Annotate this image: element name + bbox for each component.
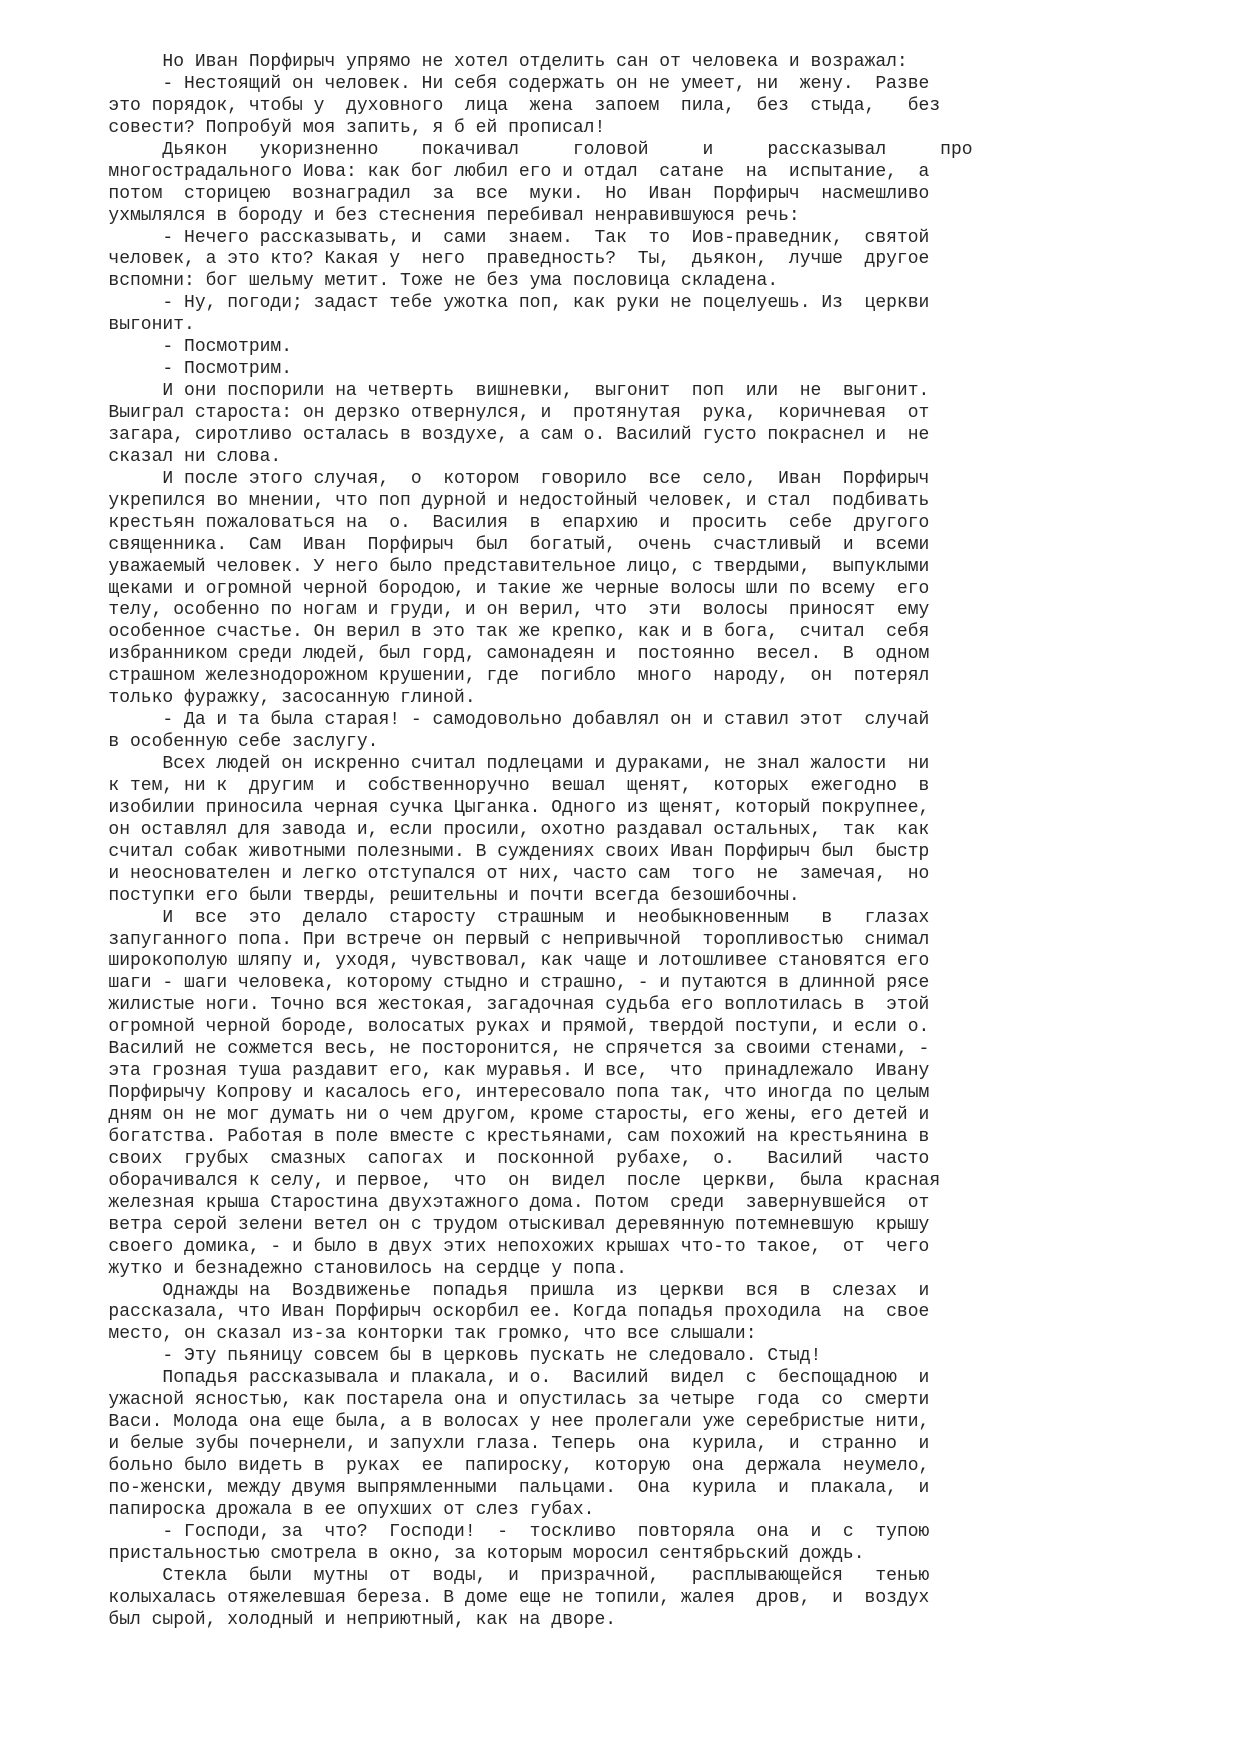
text-line: колыхалась отяжелевшая береза. В доме еще не топили, жалея дров, и воздух [76, 1587, 930, 1608]
text-line: это порядок, чтобы у духовного лица жена запоем пила, без стыда, без [76, 95, 941, 116]
text-line: сказал ни слова. [76, 446, 282, 467]
text-line: дням он не мог думать ни о чем другом, кроме старосты, его жены, его детей и [76, 1105, 930, 1125]
text-line: ветра серой зелени ветел он с трудом отыскивал деревянную потемневшую крышу [76, 1214, 930, 1235]
text-line: Стекла были мутны от воды, и призрачной, расплывающейся тенью [76, 1565, 930, 1586]
text-line: своих грубых смазных сапогах и посконной рубахе, о. Василий часто [76, 1148, 930, 1169]
text-line: особенное счастье. Он верил в это так же крепко, как и в бога, считал себя [76, 622, 930, 643]
story-text [76, 52, 973, 1632]
text-line: Порфирычу Копрову и касалось его, интересовало попа так, что иногда по целым [76, 1083, 930, 1104]
text-line: крестьян пожаловаться на о. Василия в епархию и просить себе другого [76, 512, 930, 533]
text-line: - Ну, погоди; задаст тебе ужотка поп, как руки не поцелуешь. Из церкви [76, 293, 930, 314]
text-line: - Посмотрим. [76, 337, 293, 358]
text-line: по-женски, между двумя выпрямленными пальцами. Она курила и плакала, и [76, 1477, 930, 1498]
text-line: Дьякон укоризненно покачивал головой и рассказывал про [76, 139, 973, 160]
text-line: вспомни: бог шельму метит. Тоже не без ума пословица складена. [76, 271, 779, 292]
text-line: - Посмотрим. [76, 359, 293, 380]
text-line: потом сторицею вознаградил за все муки. Но Иван Порфирыч насмешливо [76, 183, 930, 204]
text-line: больно было видеть в руках ее папироску, которую она держала неумело, [76, 1456, 930, 1476]
text-line: Однажды на Воздвиженье попадья пришла из церкви вся в слезах и [76, 1280, 930, 1301]
text-line: ужасной ясностью, как постарела она и опустилась за четыре года со смерти [76, 1390, 930, 1411]
text-line: страшном железнодорожном крушении, где погибло много народу, он потерял [76, 666, 930, 687]
text-line: И они поспорили на четверть вишневки, выгонит поп или не выгонит. [76, 381, 930, 402]
text-line: - Господи, за что? Господи! - тоскливо повторяла она и с тупою [76, 1521, 930, 1542]
text-line: он оставлял для завода и, если просили, охотно раздавал остальных, так как [76, 819, 930, 840]
text-line: считал собак животными полезными. В суждениях своих Иван Порфирыч был быстр [76, 841, 930, 862]
text-line: богатства. Работая в поле вместе с крестьянами, сам похожий на крестьянина в [76, 1126, 930, 1147]
text-line: железная крыша Старостина двухэтажного дома. Потом среди завернувшейся от [76, 1192, 930, 1213]
text-line: пристальностью смотрела в окно, за которым моросил сентябрьский дождь. [76, 1543, 865, 1564]
text-line: поступки его были тверды, решительны и почти всегда безошибочны. [76, 885, 800, 906]
text-line: Васи. Молода она еще была, а в волосах у нее пролегали уже серебристые нити, [76, 1412, 930, 1433]
text-line: многострадального Иова: как бог любил его и отдал сатане на испытание, а [76, 161, 930, 182]
text-line: Василий не сожмется весь, не посторонится, не спрячется за своими стенами, - [76, 1039, 930, 1060]
text-line: ухмылялся в бороду и без стеснения перебивал ненравившуюся речь: [76, 205, 800, 226]
text-line: человек, а это кто? Какая у него праведность? Ты, дьякон, лучше другое [76, 249, 930, 270]
text-line: жутко и безнадежно становилось на сердце у попа. [76, 1258, 627, 1279]
text-line: Но Иван Порфирыч упрямо не хотел отделить сан от человека и возражал: [76, 52, 908, 72]
text-line: совести? Попробуй моя запить, я б ей прописал! [76, 117, 606, 138]
text-line: изобилии приносила черная сучка Цыганка. Одного из щенят, который покрупнее, [76, 797, 930, 818]
text-line: - Нестоящий он человек. Ни себя содержать он не умеет, ни жену. Разве [76, 73, 930, 94]
text-line: Выиграл староста: он дерзко отвернулся, и протянутая рука, коричневая от [76, 403, 930, 423]
text-line: загара, сиротливо осталась в воздухе, а сам о. Василий густо покраснел и не [76, 424, 930, 445]
text-line: и неоснователен и легко отступался от них, часто сам того не замечая, но [76, 863, 930, 884]
text-line: - Нечего рассказывать, и сами знаем. Так то Иов-праведник, святой [76, 227, 930, 248]
text-line: оборачивался к селу, и первое, что он видел после церкви, была красная [76, 1170, 941, 1191]
text-line: широкополую шляпу и, уходя, чувствовал, как чаще и лотошливее становятся его [76, 951, 930, 972]
text-line: эта грозная туша раздавит его, как муравья. И все, что принадлежало Ивану [76, 1061, 930, 1082]
text-line: и белые зубы почернели, и запухли глаза. Теперь она курила, и странно и [76, 1434, 930, 1455]
text-line: избранником среди людей, был горд, самонадеян и постоянно весел. В одном [76, 644, 930, 665]
text-line: И все это делало старосту страшным и необыкновенным в глазах [76, 907, 930, 928]
text-line: в особенную себе заслугу. [76, 732, 379, 753]
text-line: папироска дрожала в ее опухших от слез губах. [76, 1499, 595, 1520]
text-line: к тем, ни к другим и собственноручно вешал щенят, которых ежегодно в [76, 775, 930, 796]
text-line: только фуражку, засосанную глиной. [76, 688, 476, 709]
text-line: запуганного попа. При встрече он первый с непривычной торопливостью снимал [76, 929, 930, 950]
text-line: - Да и та была старая! - самодовольно добавлял он и ставил этот случай [76, 710, 930, 731]
text-line: место, он сказал из-за конторки так громко, что все слышали: [76, 1324, 757, 1345]
text-line: Попадья рассказывала и плакала, и о. Василий видел с беспощадною и [76, 1368, 930, 1389]
text-line: священника. Сам Иван Порфирыч был богатый, очень счастливый и всеми [76, 534, 930, 555]
text-line: телу, особенно по ногам и груди, и он верил, что эти волосы приносят ему [76, 600, 930, 621]
text-line: своего домика, - и было в двух этих непохожих крышах что-то такое, от чего [76, 1236, 930, 1257]
text-line: - Эту пьяницу совсем бы в церковь пускать не следовало. Стыд! [76, 1346, 822, 1367]
text-line: шаги - шаги человека, которому стыдно и страшно, - и путаются в длинной рясе [76, 973, 930, 994]
text-line: уважаемый человек. У него было представительное лицо, с твердыми, выпуклыми [76, 556, 930, 577]
text-line: был сырой, холодный и неприютный, как на дворе. [76, 1609, 617, 1630]
text-line: И после этого случая, о котором говорило все село, Иван Порфирыч [76, 468, 930, 489]
text-line: выгонит. [76, 315, 195, 336]
text-line: жилистые ноги. Точно вся жестокая, загадочная судьба его воплотилась в этой [76, 995, 930, 1016]
text-line: щеками и огромной черной бородою, и такие же черные волосы шли по всему его [76, 578, 930, 599]
text-line: рассказала, что Иван Порфирыч оскорбил ее. Когда попадья проходила на свое [76, 1302, 930, 1323]
text-line: укрепился во мнении, что поп дурной и недостойный человек, и стал подбивать [76, 490, 930, 511]
text-line: Всех людей он искренно считал подлецами и дураками, не знал жалости ни [76, 754, 930, 774]
text-line: огромной черной бороде, волосатых руках и прямой, твердой поступи, и если о. [76, 1017, 930, 1038]
